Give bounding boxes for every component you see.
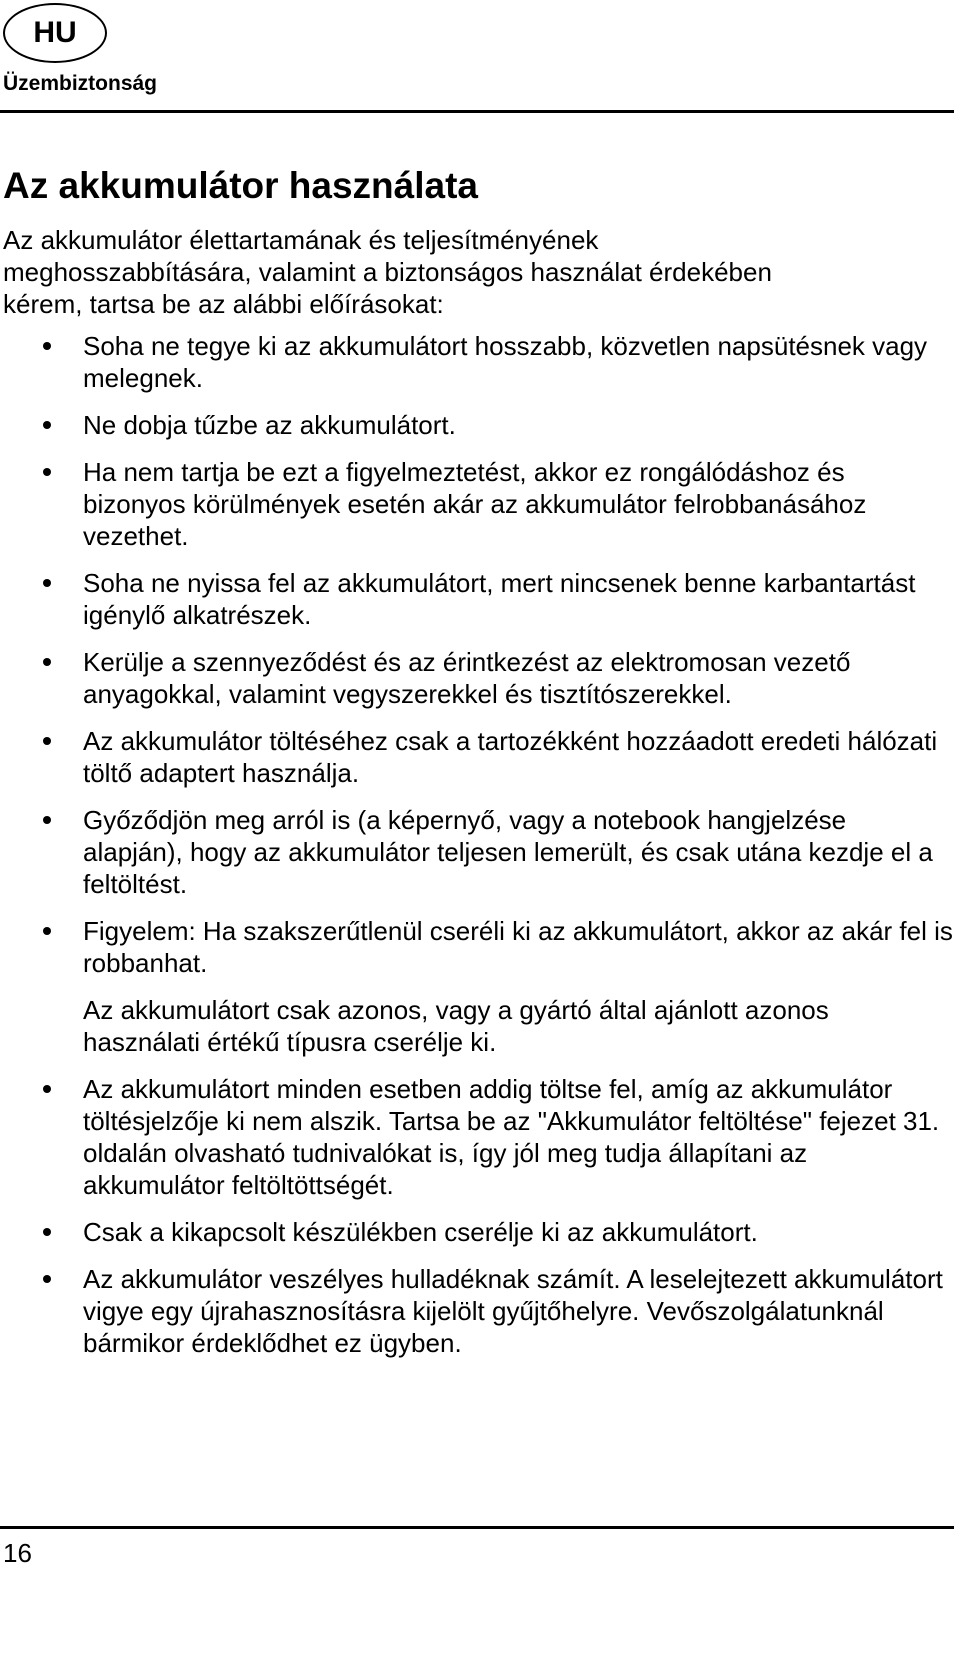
footer-divider [0, 1526, 954, 1529]
safety-rules-list [3, 330, 953, 1359]
list-item: Az akkumulátor veszélyes hulladéknak számít. A leselejtezett akkumulátort vigye egy újrahasznosításra kijelölt gyűjtőhelyre. Vevőszolgálatunknál bármikor érdeklődhet ez ügyben. [3, 1263, 953, 1359]
list-item: Ne dobja tűzbe az akkumulátort. [3, 409, 953, 441]
page-number: 16 [3, 1538, 32, 1568]
intro-paragraph: Az akkumulátor élettartamának és teljesítményének meghosszabbítására, valamint a biztonságos használat érdekében kérem, tartsa be az alábbi előírásokat: [3, 225, 772, 319]
document-body [3, 224, 953, 1374]
list-item: Az akkumulátor töltéséhez csak a tartozékként hozzáadott eredeti hálózati töltő adaptert használja. [3, 725, 953, 789]
list-item: Soha ne nyissa fel az akkumulátort, mert nincsenek benne karbantartást igénylő alkatrészek. [3, 567, 953, 631]
header-divider [0, 110, 954, 113]
list-item: Csak a kikapcsolt készülékben cserélje ki az akkumulátort. [3, 1216, 953, 1248]
language-badge: HU [3, 3, 107, 63]
list-item-continuation: Az akkumulátort csak azonos, vagy a gyártó által ajánlott azonos használati értékű típusra cserélje ki. [83, 995, 829, 1057]
section-label: Üzembiztonság [3, 72, 158, 95]
list-item: Az akkumulátort minden esetben addig töltse fel, amíg az akkumulátor töltésjelzője ki nem alszik. Tartsa be az "Akkumulátor feltöltése" fejezet 31. oldalán olvasható tudnivalókat is, így jól meg tudja állapítani az akkumulátor feltöltöttségét. [3, 1073, 953, 1201]
list-item: Soha ne tegye ki az akkumulátort hosszabb, közvetlen napsütésnek vagy melegnek. [3, 330, 953, 394]
list-item: Győződjön meg arról is (a képernyő, vagy a notebook hangjelzése alapján), hogy az akkumulátor teljesen lemerült, és csak utána kezdje el a feltöltést. [3, 804, 953, 900]
list-item: Kerülje a szennyeződést és az érintkezést az elektromosan vezető anyagokkal, valamint vegyszerekkel és tisztítószerekkel. [3, 646, 953, 710]
list-item: Figyelem: Ha szakszerűtlenül cseréli ki az akkumulátort, akkor az akár fel is robbanhat. [3, 915, 953, 979]
page-title: Az akkumulátor használata [3, 165, 478, 206]
list-item: Ha nem tartja be ezt a figyelmeztetést, akkor ez rongálódáshoz és bizonyos körülmények esetén akár az akkumulátor felrobbanásához vezethet. [3, 456, 953, 552]
